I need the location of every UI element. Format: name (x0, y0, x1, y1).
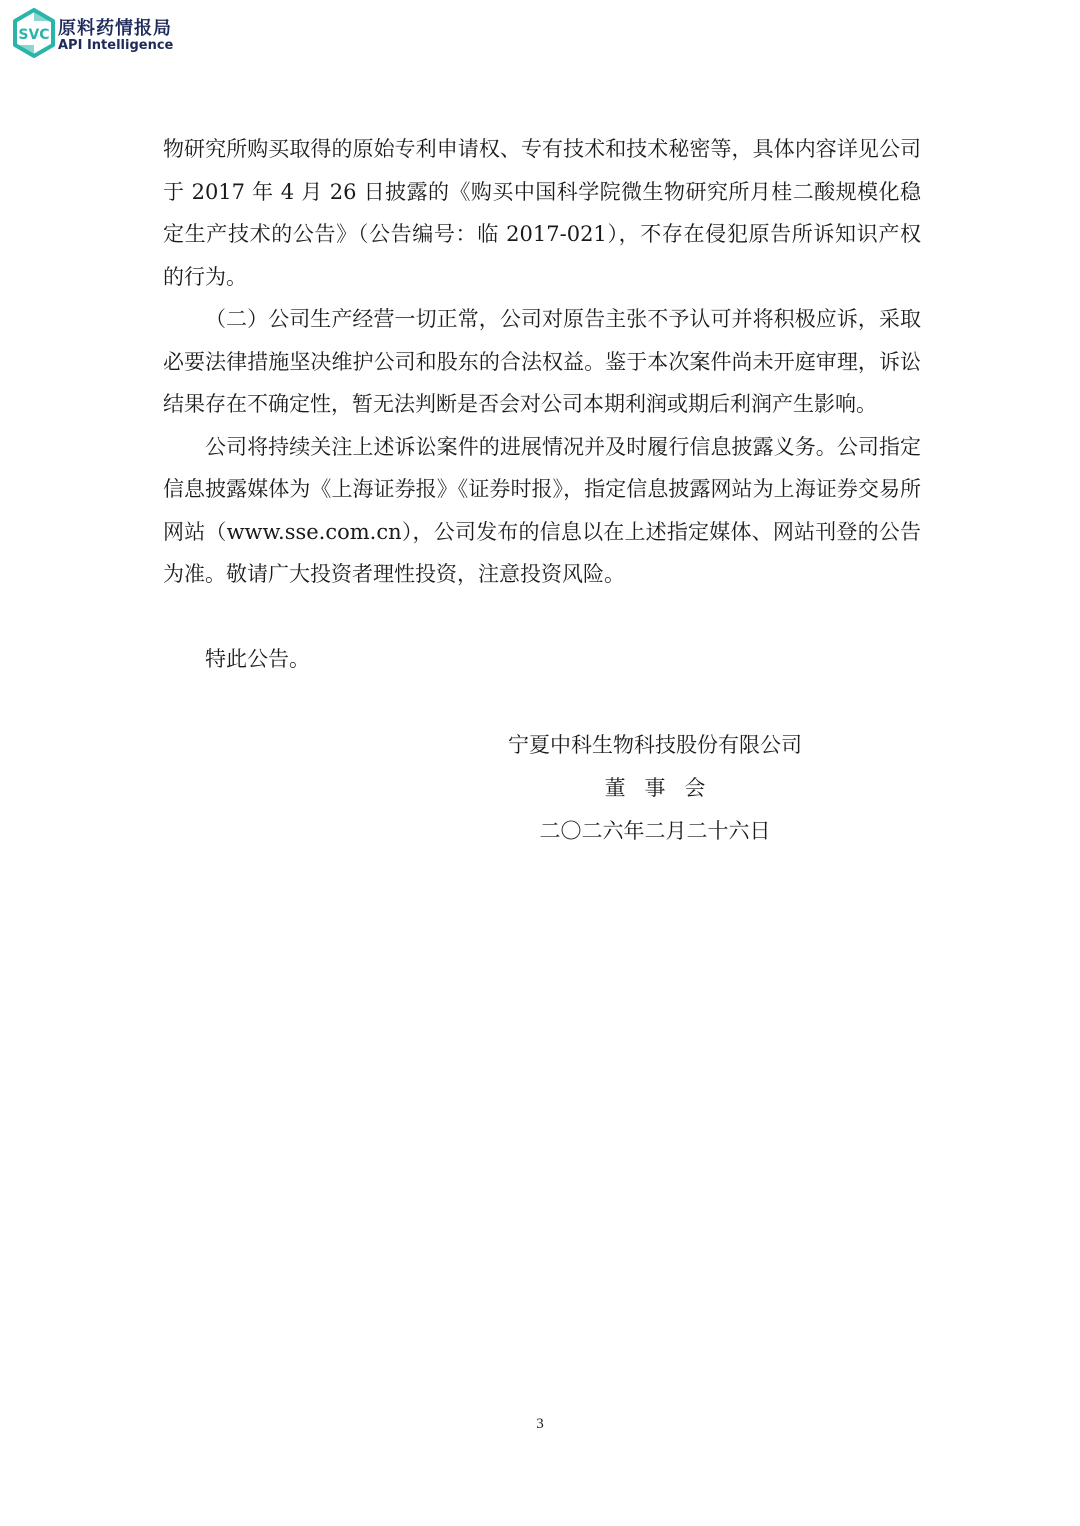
closing-statement: 特此公告。 (205, 647, 310, 671)
paragraph-disclosure: 公司将持续关注上述诉讼案件的进展情况并及时履行信息披露义务。公司指定信息披露媒体为《上海证券报》《证券时报》，指定信息披露网站为上海证券交易所网站（www.sse.com.cn），公司发布的信息以在上述指定媒体、网站刊登的公告为准。敬请广大投资者理性投资，注意投资风险。 (163, 434, 921, 586)
company-name: 宁夏中科生物科技股份有限公司 (508, 733, 802, 757)
page-number: 3 (536, 1416, 544, 1432)
signature-block (500, 724, 810, 853)
paragraph-continued: 物研究所购买取得的原始专利申请权、专有技术和技术秘密等，具体内容详见公司于 2017 年 4 月 26 日披露的《购买中国科学院微生物研究所月桂二酸规模化稳定生产技术的公告》（公告编号：临 2017-021），不存在侵犯原告所诉知识产权的行为。 (163, 137, 921, 289)
svg-text:SVC: SVC (18, 27, 50, 43)
api-intelligence-logo-icon (12, 8, 56, 58)
paragraph-section-two: （二）公司生产经营一切正常，公司对原告主张不予认可并将积极应诉，采取必要法律措施坚决维护公司和股东的合法权益。鉴于本次案件尚未开庭审理，诉讼结果存在不确定性，暂无法判断是否会对公司本期利润或期后利润产生影响。 (163, 307, 921, 416)
logo-title: 原料药情报局 (58, 18, 172, 39)
logo-subtitle: API Intelligence (58, 38, 174, 53)
board-of-directors: 董事会 (604, 776, 725, 800)
announcement-date: 二〇二六年二月二十六日 (539, 819, 771, 843)
logo (12, 8, 212, 64)
announcement-body (163, 128, 921, 596)
